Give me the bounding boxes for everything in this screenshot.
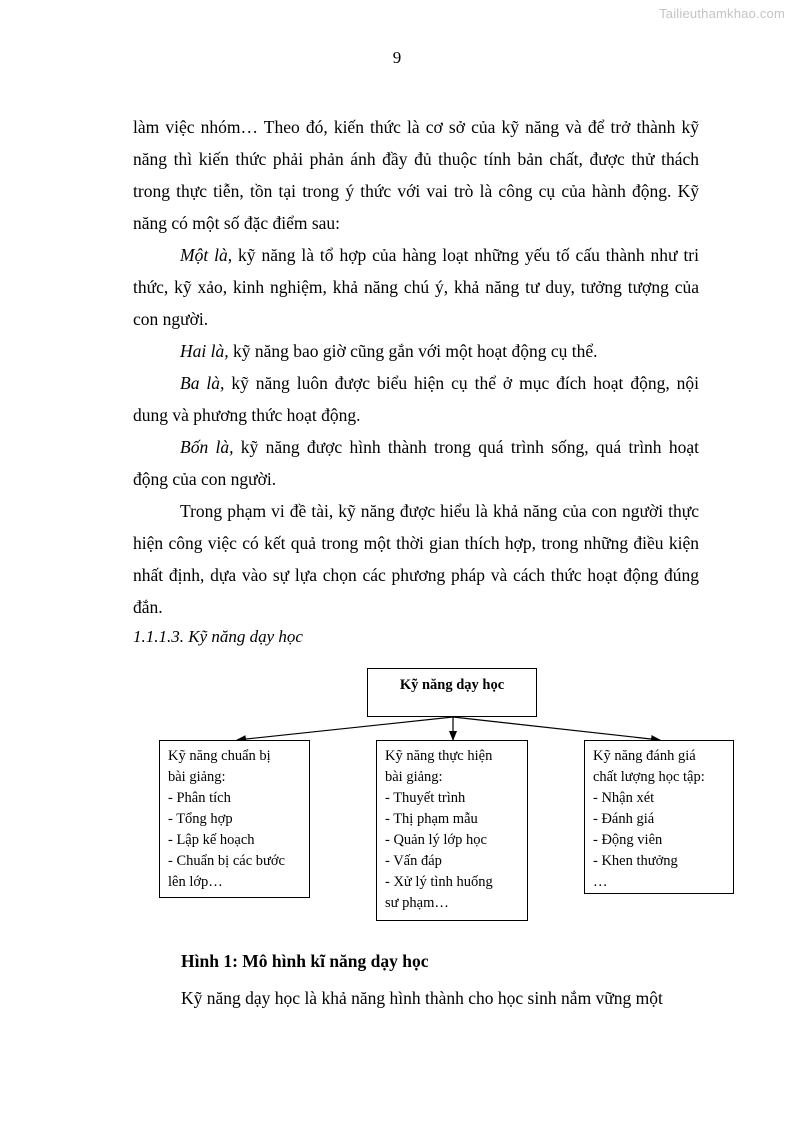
paragraph-scope: Trong phạm vi đề tài, kỹ năng được hiểu là khả năng của con người thực hiện công việc có kết quả trong một thời gian thích hợp, trong những điều kiện nhất định, dựa vào sự lựa chọn các phương pháp và cách thức hoạt động đúng đắn. bbox=[133, 501, 699, 617]
box-prepare-list bbox=[168, 788, 301, 893]
box-assess-title-line: Kỹ năng đánh giá bbox=[593, 748, 696, 764]
diagram-box-prepare bbox=[159, 740, 310, 898]
paragraph-continuation: Kỹ năng dạy học là khả năng hình thành cho học sinh nắm vững một bbox=[181, 988, 663, 1008]
section-heading: 1.1.1.3. Kỹ năng dạy học bbox=[133, 627, 303, 646]
list-item: - Động viên bbox=[593, 832, 663, 848]
point-four-text: kỹ năng được hình thành trong quá trình sống, quá trình hoạt động của con người. bbox=[133, 437, 699, 489]
paragraph-intro: làm việc nhóm… Theo đó, kiến thức là cơ sở của kỹ năng và để trở thành kỹ năng thì kiến thức phải phản ánh đầy đủ thuộc tính bản chất, được thử thách trong thực tiễn, tồn tại trong ý thức với vai trò là công cụ của hành động. Kỹ năng có một số đặc điểm sau: bbox=[133, 117, 699, 233]
point-four bbox=[133, 431, 699, 495]
body-text bbox=[133, 111, 699, 623]
box-deliver-title-line: Kỹ năng thực hiện bbox=[385, 748, 493, 764]
list-item: - Khen thưởng bbox=[593, 853, 678, 869]
list-item: sư phạm… bbox=[385, 895, 449, 911]
box-assess-title-line: chất lượng học tập: bbox=[593, 769, 705, 785]
diagram-root-box: Kỹ năng dạy học bbox=[367, 668, 537, 717]
list-item: - Chuẩn bị các bước bbox=[168, 853, 285, 869]
diagram-box-deliver bbox=[376, 740, 528, 921]
point-one-text: , kỹ năng là tổ hợp của hàng loạt những yếu tố cấu thành như tri thức, kỹ xảo, kinh nghiệm, khả năng chú ý, khả năng tư duy, tưởng tượng của con người. bbox=[133, 245, 700, 329]
point-two-lead: Hai là, bbox=[180, 341, 229, 361]
box-deliver-title-line: bài giảng: bbox=[385, 769, 443, 785]
point-three bbox=[133, 367, 699, 431]
point-two bbox=[133, 335, 699, 367]
diagram-box-assess bbox=[584, 740, 734, 894]
list-item: - Đánh giá bbox=[593, 811, 655, 827]
point-three-text: kỹ năng luôn được biểu hiện cụ thể ở mục đích hoạt động, nội dung và phương thức hoạt động. bbox=[133, 373, 699, 425]
point-four-lead: Bốn là, bbox=[180, 437, 234, 457]
box-prepare-title-line: bài giảng: bbox=[168, 769, 226, 785]
list-item: - Lập kế hoạch bbox=[168, 832, 255, 848]
point-one bbox=[133, 239, 699, 335]
box-deliver-list bbox=[385, 788, 519, 914]
point-three-lead: Ba là, bbox=[180, 373, 225, 393]
list-item: … bbox=[593, 874, 608, 890]
box-assess-list bbox=[593, 788, 725, 893]
page-number: 9 bbox=[392, 48, 402, 67]
list-item: - Phân tích bbox=[168, 790, 231, 806]
arrow-to-left bbox=[237, 717, 453, 740]
figure-caption: Hình 1: Mô hình kĩ năng dạy học bbox=[181, 951, 429, 971]
list-item: - Vấn đáp bbox=[385, 853, 442, 869]
list-item: - Thuyết trình bbox=[385, 790, 466, 806]
point-one-lead: Một là bbox=[180, 245, 228, 265]
list-item: - Nhận xét bbox=[593, 790, 655, 806]
watermark: Tailieuthamkhao.com bbox=[659, 6, 785, 21]
list-item: - Thị phạm mẫu bbox=[385, 811, 478, 827]
list-item: - Quản lý lớp học bbox=[385, 832, 487, 848]
point-two-text: kỹ năng bao giờ cũng gắn với một hoạt động cụ thể. bbox=[228, 341, 598, 361]
arrow-to-right bbox=[453, 717, 660, 740]
list-item: - Tổng hợp bbox=[168, 811, 233, 827]
list-item: - Xử lý tình huống bbox=[385, 874, 493, 890]
list-item: lên lớp… bbox=[168, 874, 223, 890]
box-prepare-title-line: Kỹ năng chuẩn bị bbox=[168, 748, 271, 764]
